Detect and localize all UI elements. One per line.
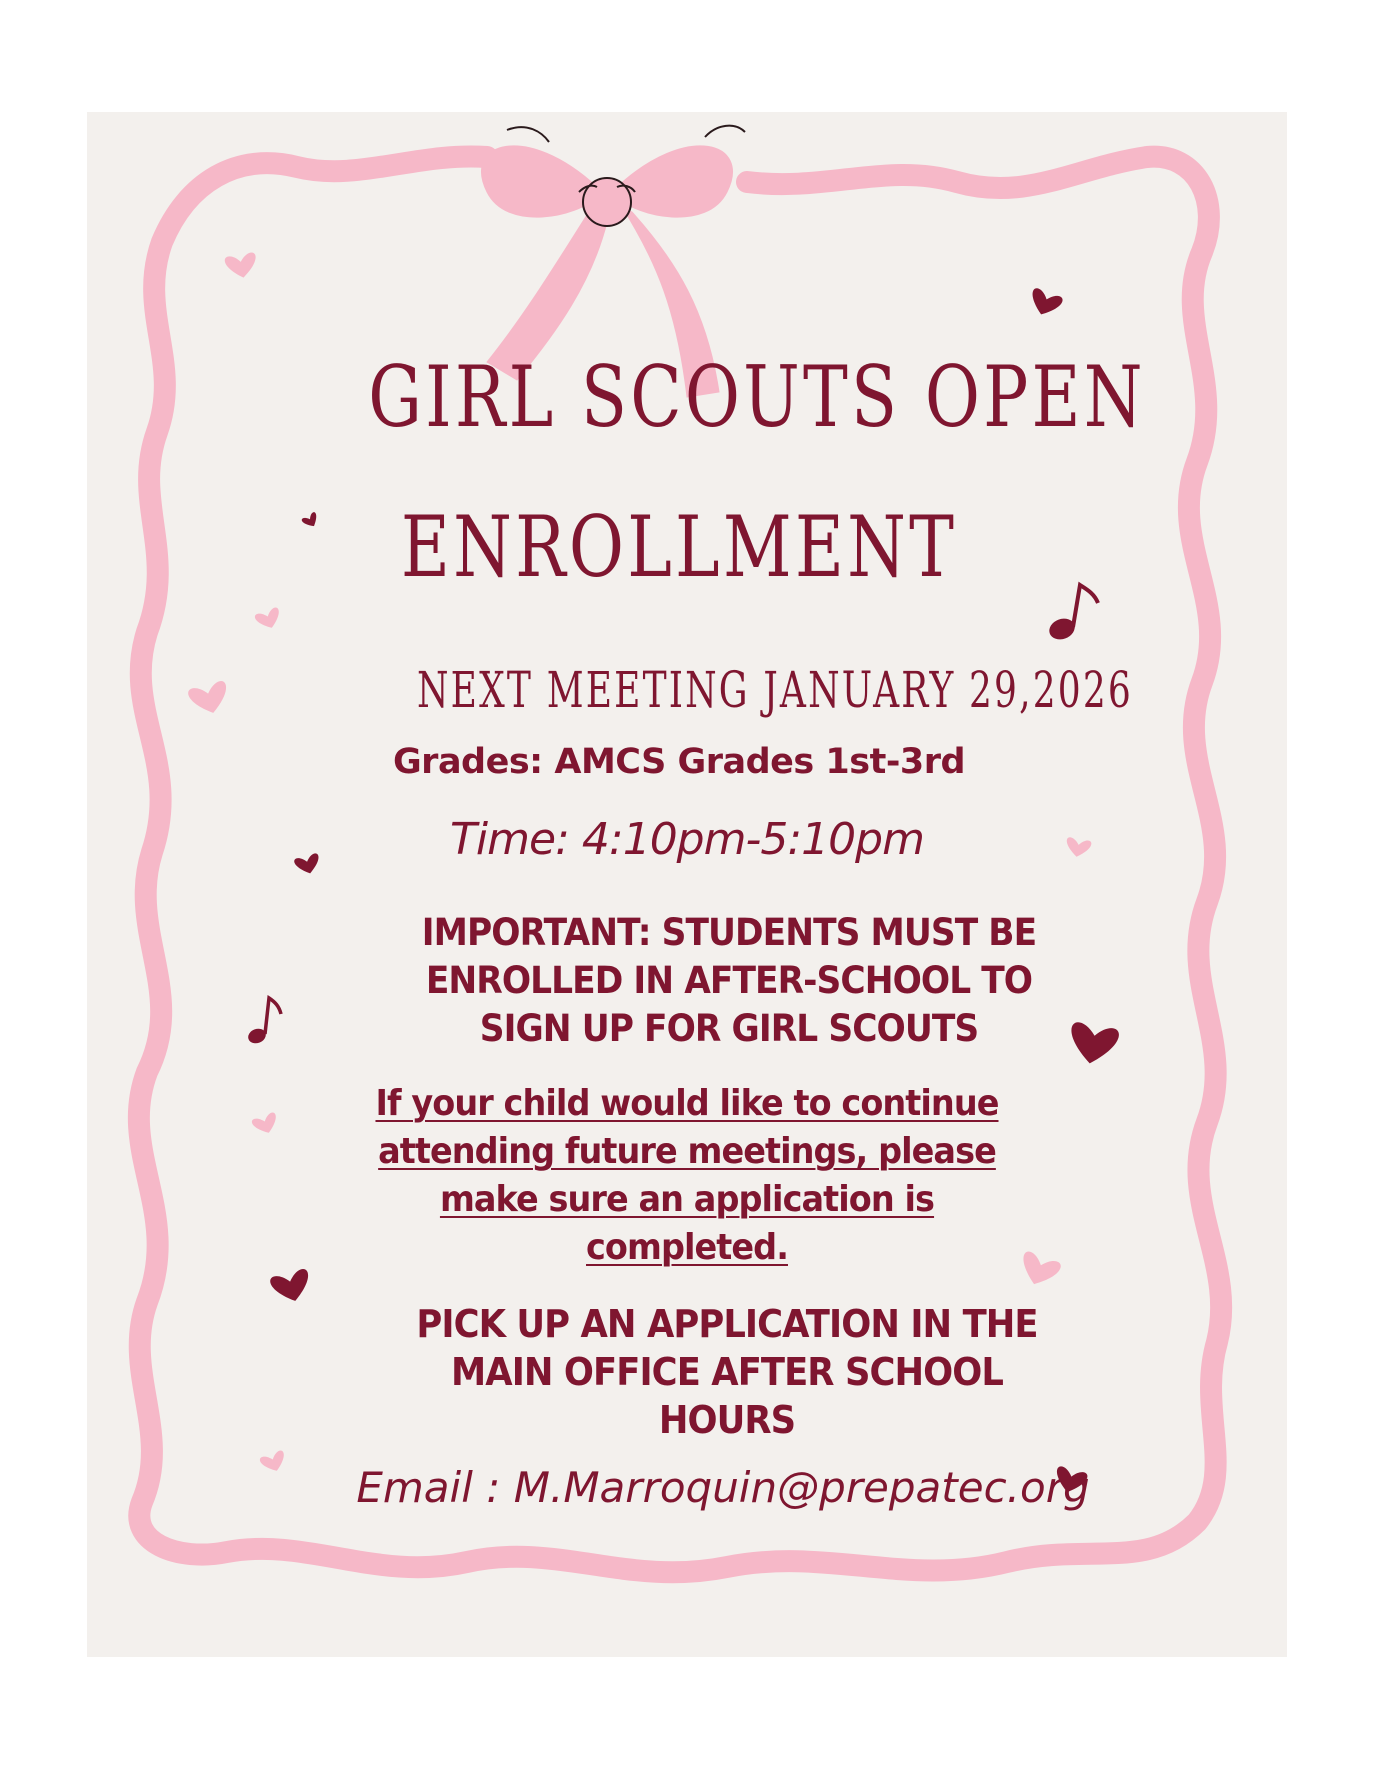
important-notice xyxy=(171,909,1287,1053)
meeting-time: Time: 4:10pm-5:10pm xyxy=(450,814,924,865)
pickup-line: HOURS xyxy=(658,1398,796,1442)
heart-icon-5 xyxy=(187,680,232,718)
heart-icon-1 xyxy=(224,252,259,280)
continue-line: completed. xyxy=(586,1227,788,1268)
next-meeting-date: NEXT MEETING JANUARY 29,2026 xyxy=(417,661,1133,719)
continue-line: If your child would like to continue xyxy=(375,1083,999,1124)
continue-line: make sure an application is xyxy=(439,1179,935,1220)
pickup-instructions xyxy=(169,1300,1285,1444)
continue-line: attending future meetings, please xyxy=(378,1131,996,1172)
important-line: SIGN UP FOR GIRL SCOUTS xyxy=(479,1007,979,1050)
important-line: IMPORTANT: STUDENTS MUST BE xyxy=(421,911,1037,954)
flyer-title-line1: GIRL SCOUTS OPEN xyxy=(368,348,1146,446)
flyer xyxy=(87,112,1287,1657)
pickup-line: MAIN OFFICE AFTER SCHOOL xyxy=(451,1350,1003,1394)
heart-icon-2 xyxy=(1026,287,1063,320)
important-line: ENROLLED IN AFTER-SCHOOL TO xyxy=(425,959,1033,1002)
flyer-title-line2: ENROLLMENT xyxy=(400,498,958,596)
pickup-line: PICK UP AN APPLICATION IN THE xyxy=(416,1302,1038,1346)
grades-info: Grades: AMCS Grades 1st-3rd xyxy=(392,742,966,782)
continue-note xyxy=(129,1080,1245,1272)
heart-icon-4 xyxy=(254,607,283,632)
contact-email: Email : M.Marroquin@prepatec.org xyxy=(356,1463,1090,1512)
